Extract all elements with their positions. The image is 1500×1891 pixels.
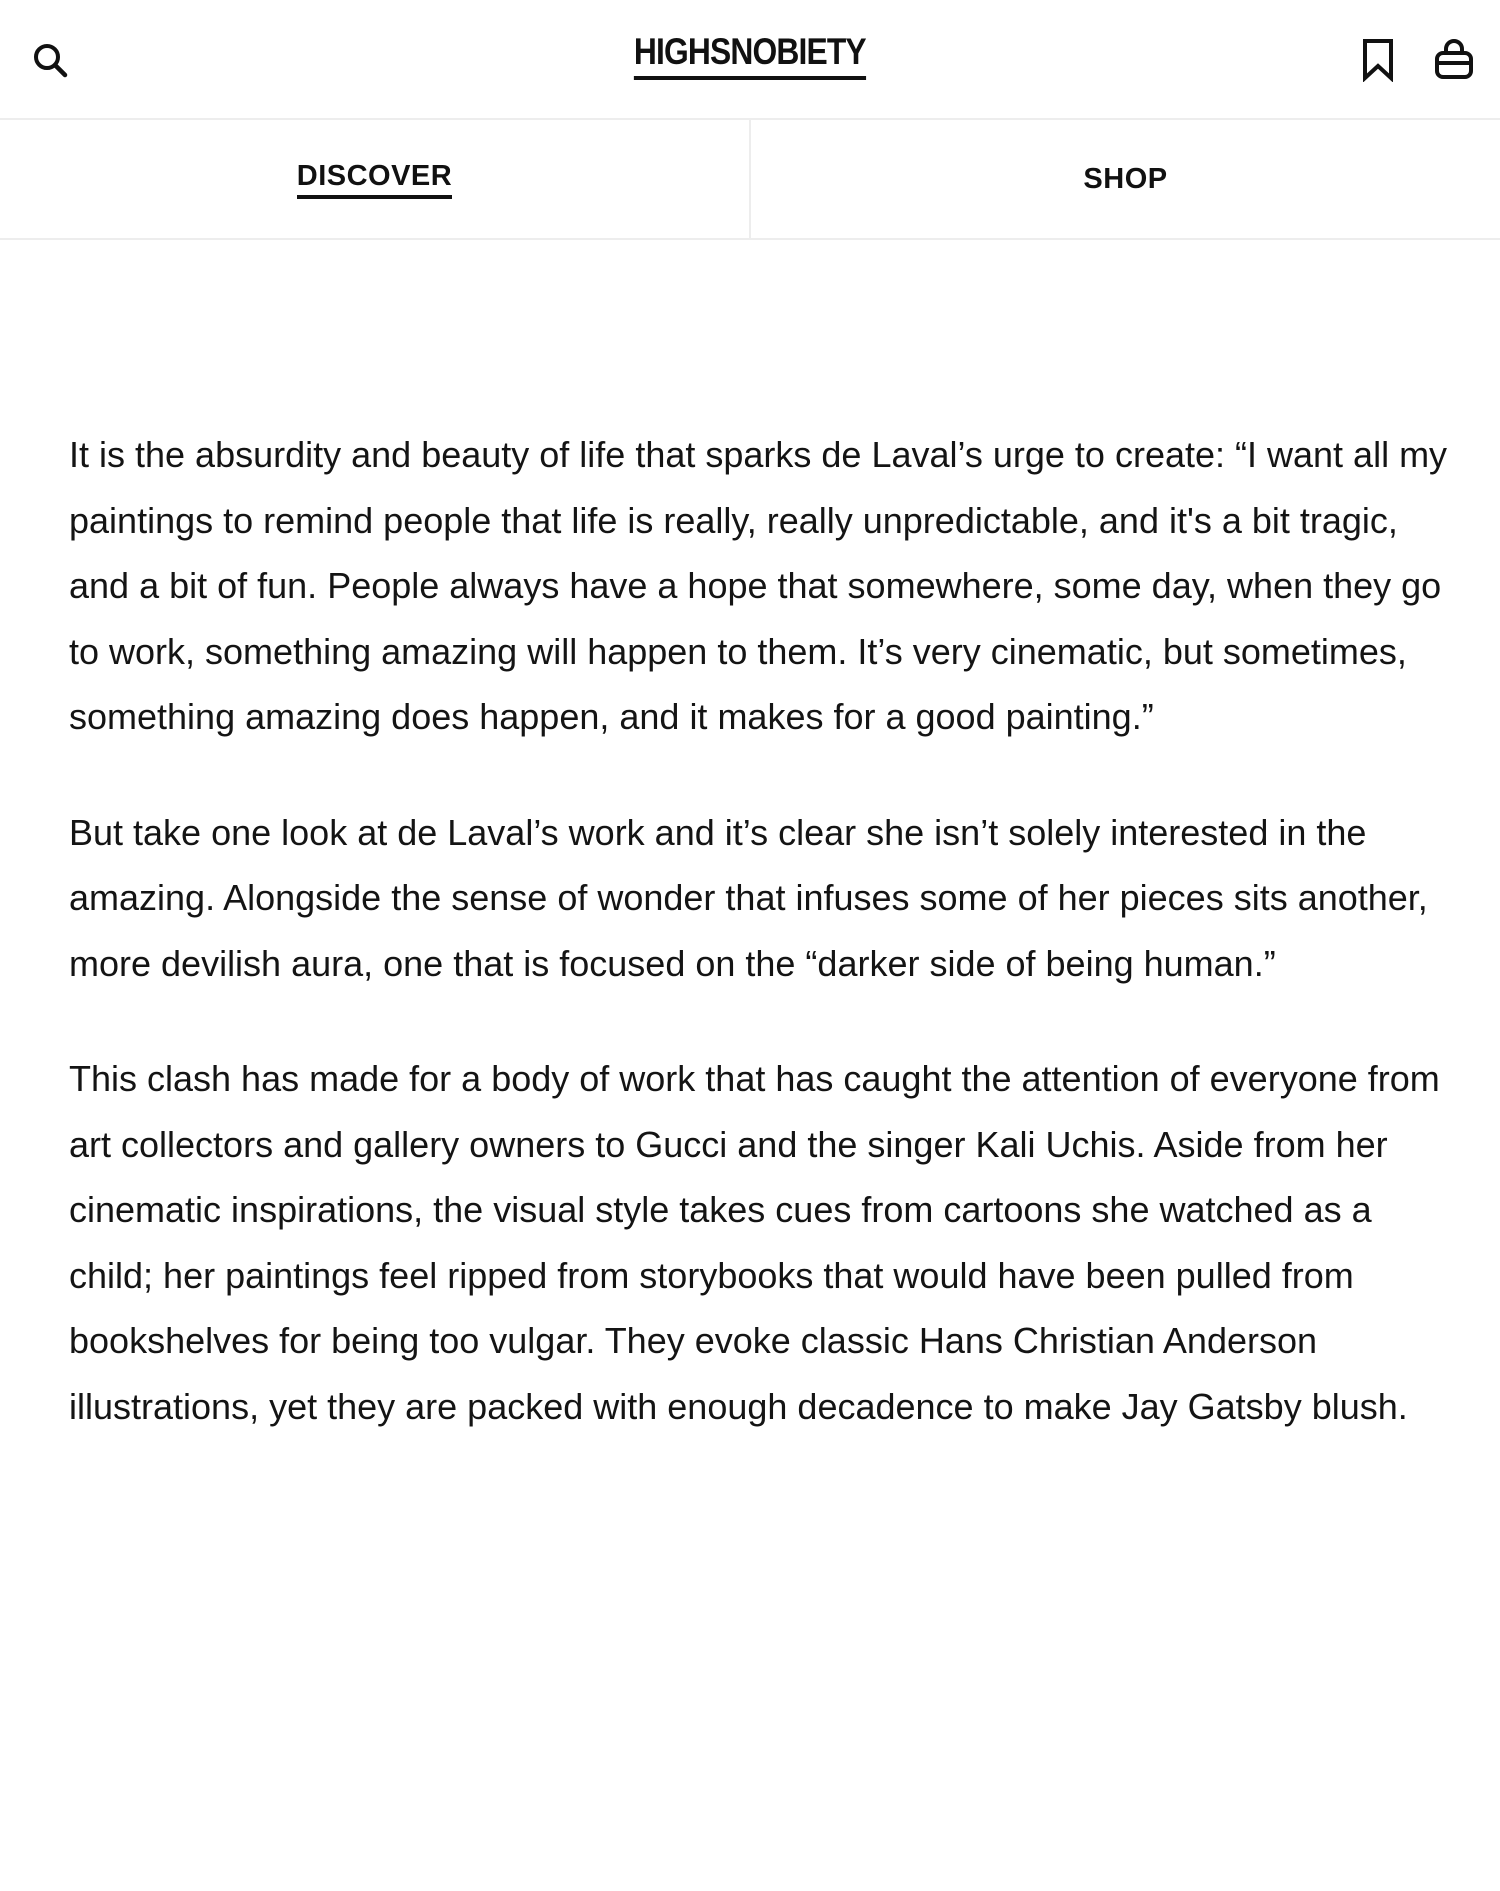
article-body (69, 422, 1449, 1489)
tab-shop-label: SHOP (1083, 162, 1168, 195)
tab-shop[interactable] (749, 120, 1500, 238)
article-paragraph: This clash has made for a body of work that has caught the attention of everyone from art collectors and gallery owners to Gucci and the singer Kali Uchis. Aside from her cinematic inspirations, the visual style takes cues from cartoons she watched as a child; her paintings feel ripped from storybooks that would have been pulled from bookshelves for being too vulgar. They evoke classic Hans Christian Anderson illustrations, yet they are packed with enough decadence to make Jay Gatsby blush. (69, 1058, 1440, 1427)
bookmark-button[interactable] (1356, 36, 1400, 84)
shopping-bag-icon (1433, 39, 1475, 81)
site-logo[interactable] (0, 30, 1500, 80)
tab-discover-label: DISCOVER (297, 160, 452, 199)
bookmark-icon (1361, 38, 1395, 82)
shopping-bag-button[interactable] (1428, 36, 1480, 84)
top-navigation-bar (0, 0, 1500, 120)
article-paragraph: It is the absurdity and beauty of life that sparks de Laval’s urge to create: “I want all my paintings to remind people that life is really, really unpredictable, and it's a bit tragic, and a bit of fun. People always have a hope that somewhere, some day, when they go to work, something amazing will happen to them. It’s very cinematic, but sometimes, something amazing does happen, and it makes for a good painting.” (69, 434, 1448, 737)
tab-discover[interactable] (0, 120, 749, 238)
section-tabs (0, 120, 1500, 240)
site-logo-text[interactable]: HIGHSNOBIETY (634, 30, 866, 80)
article-paragraph: But take one look at de Laval’s work and it’s clear she isn’t solely interested in the amazing. Alongside the sense of wonder that infuses some of her pieces sits another, more devilish aura, one that is focused on the “darker side of being human.” (69, 811, 1428, 984)
